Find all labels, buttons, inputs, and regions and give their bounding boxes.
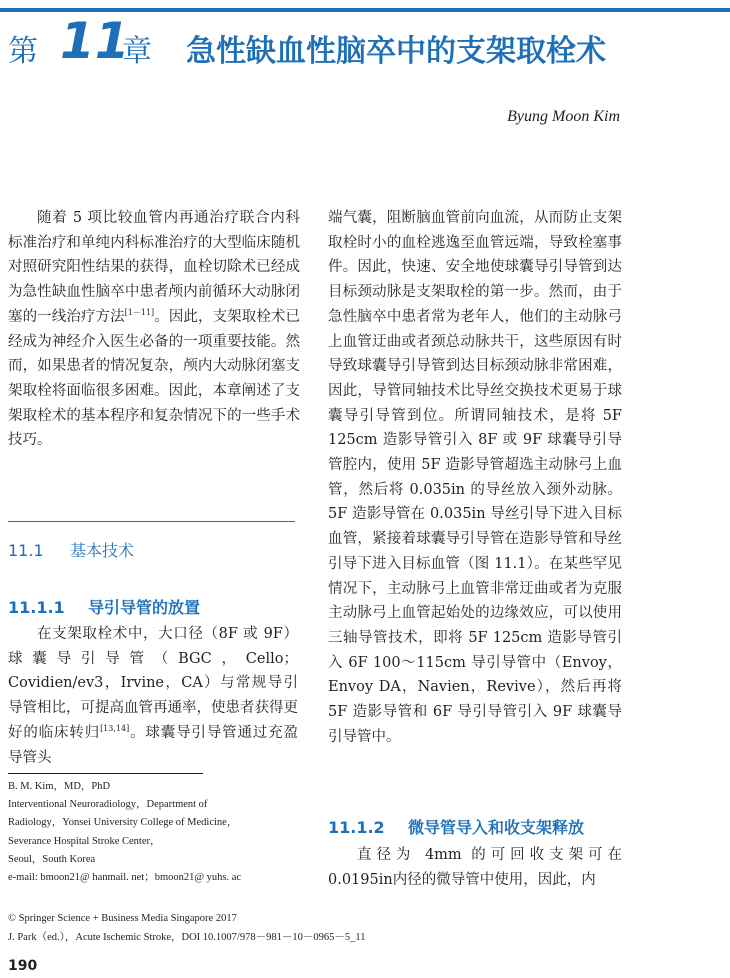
section-rule	[8, 521, 295, 522]
section-title: 基本技术	[70, 541, 135, 560]
chapter-title: 急性缺血性脑卒中的支架取栓术	[186, 34, 606, 69]
subsection-number: 11.1.1	[8, 598, 65, 617]
citation: [13,14]	[100, 723, 130, 733]
author-name: Byung Moon Kim	[507, 108, 620, 125]
page-number: 190	[8, 958, 38, 974]
sub1-text-a: 在支架取栓术中，大口径（8F 或 9F）球囊导引导管（BGC，Cello；Covidien/ev3，Irvine，CA）与常规导引导管相比，可提高血管再通率，使患者获得更好的临床转归	[8, 626, 298, 741]
footnote-line: Interventional Neuroradiology，Department of	[8, 799, 208, 811]
right-column-bottom	[328, 843, 622, 892]
chapter-prefix: 第	[8, 34, 38, 69]
citation: [1－11]	[124, 307, 155, 317]
intro-text-b: 。因此，支架取栓术已经成为神经介入医生必备的一项重要技能。然而，如果患者的情况复杂，颅内大动脉闭塞支架取栓将面临很多困难。因此，本章阐述了支架取栓术的基本程序和复杂情况下的一些手术技巧。	[8, 308, 301, 449]
copyright-line: © Springer Science + Business Media Singapore 2017	[8, 913, 237, 924]
subsection-heading-1	[8, 595, 200, 618]
footnote-line: Severance Hospital Stroke Center，	[8, 835, 161, 847]
subsection-heading-2	[328, 815, 584, 838]
chapter-suffix: 章	[122, 34, 152, 69]
copyright-block	[8, 910, 365, 947]
subsection-number: 11.1.2	[328, 818, 385, 837]
footnote-rule	[8, 773, 203, 774]
right-paragraph-1: 端气囊，阻断脑血管前向血流，从而防止支架取栓时小的血栓逃逸至血管远端，导致栓塞事件。因此，快速、安全地使球囊导引导管到达目标颈动脉是支架取栓的第一步。然而，由于急性脑卒中患者常为老年人，他们的主动脉弓上血管迂曲或者颈总动脉共干，这些原因有时导致球囊导引导管到达目标颈动脉非常困难，因此，导管同轴技术比导丝交换技术更易于球囊导引导管到位。所谓同轴技术，是将 5F 125cm 造影导管引入 8F 或 9F 球囊导引导管腔内，使用 5F 造影导管超选主动脉弓上血管，然后将 0.035in 的导丝放入颈外动脉。5F 造影导管在 0.035in 导丝引导下进入目标血管，紧接着球囊导引导管在造影导管和导丝引导下进入目标血管（图 11.1）。在某些罕见情况下，主动脉弓上血管非常迂曲或者为克服主动脉弓上血管起始处的边缘效应，可以使用三轴导管技术，即将 5F 125cm 造影导管引入 6F 100～115cm 导引导管中（Envoy，Envoy DA，Navien，Revive），然后再将 5F 造影导管和 6F 导引导管引入 9F 球囊导引导管中。	[328, 210, 622, 745]
intro-paragraph	[8, 206, 300, 453]
sub1-text-b: 。球囊导引导管通过充盈导管头	[8, 724, 298, 766]
subsection-title: 导引导管的放置	[88, 598, 201, 617]
author-footnote	[8, 778, 241, 887]
citation-line: J. Park（ed.），Acute Ischemic Stroke，DOI 10.1007/978－981－10－0965－5_11	[8, 931, 366, 943]
left-column	[8, 206, 300, 453]
section-heading	[8, 538, 134, 561]
footnote-line: B. M. Kim，MD，PhD	[8, 781, 111, 792]
footnote-line: Seoul，South Korea	[8, 853, 96, 865]
subsection-title: 微导管导入和收支架释放	[408, 818, 585, 837]
chapter-number: 11	[60, 12, 130, 70]
footnote-email: e-mail: bmoon21@ hanmail. net；bmoon21@ yuhs. ac	[8, 872, 242, 884]
section-number: 11.1	[8, 541, 44, 560]
right-column	[328, 206, 622, 749]
subsection-1-paragraph	[8, 622, 298, 770]
footnote-line: Radiology，Yonsei University College of Medicine，	[8, 817, 238, 829]
intro-text-a: 随着 5 项比较血管内再通治疗联合内科标准治疗和单纯内科标准治疗的大型临床随机对照研究阳性结果的获得，血栓切除术已经成为急性缺血性脑卒中患者颅内前循环大动脉闭塞的一线治疗方法	[8, 210, 300, 325]
right-paragraph-2: 直径为 4mm 的可回收支架可在 0.0195in内径的微导管中使用，因此，内	[328, 847, 622, 888]
subsection-1-paragraph-wrap	[8, 622, 298, 770]
